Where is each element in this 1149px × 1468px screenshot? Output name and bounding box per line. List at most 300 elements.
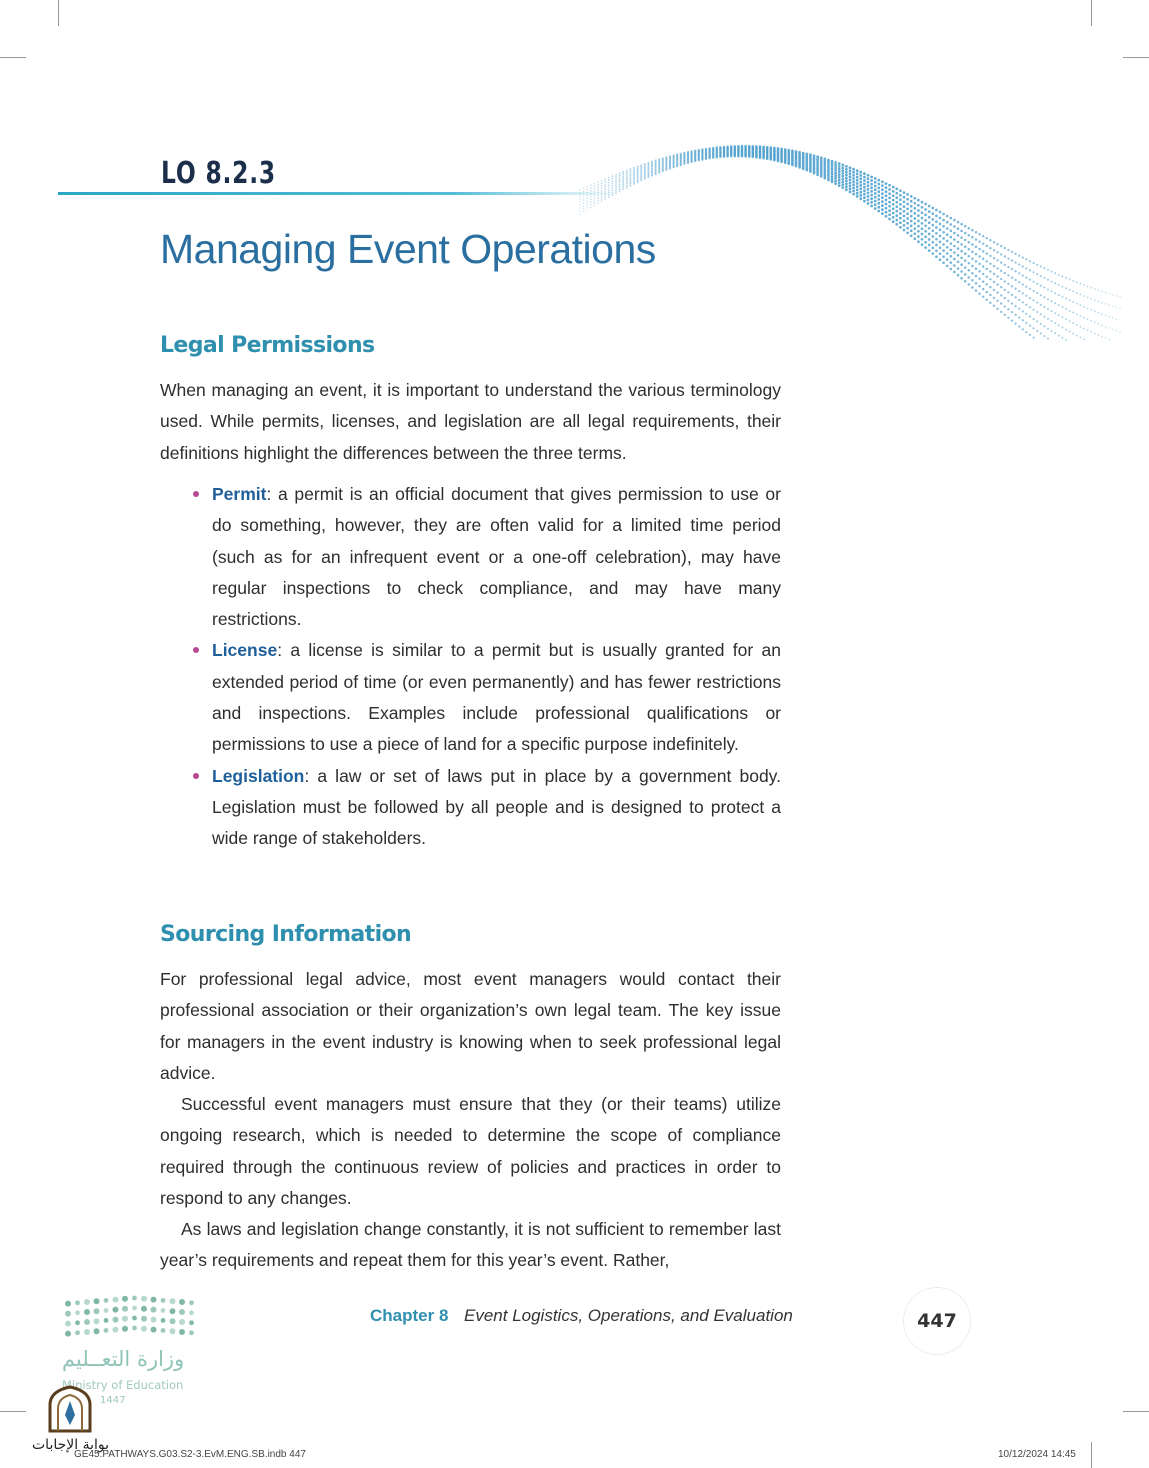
wave-dot: [629, 179, 631, 181]
wave-dot: [838, 168, 841, 171]
wave-dot: [986, 299, 988, 301]
wave-dot: [917, 240, 920, 243]
wave-dot: [924, 203, 927, 206]
wave-dot: [805, 169, 808, 172]
logo-dot: [75, 1310, 80, 1315]
logo-dot: [122, 1306, 128, 1312]
wave-dot: [1043, 287, 1045, 289]
wave-dot: [982, 295, 984, 297]
wave-dot: [1047, 328, 1049, 330]
wave-dot: [831, 170, 834, 173]
wave-dot: [892, 207, 895, 210]
sourcing-paragraph-3: As laws and legislation change constantly, it is not sufficient to remember last year’s requirements and repeat them for this year’s event. Rather,: [160, 1219, 781, 1271]
wave-dot: [622, 173, 624, 175]
wave-dot: [957, 261, 960, 264]
wave-dot: [975, 282, 978, 285]
wave-dot: [737, 155, 740, 158]
wave-dot: [723, 155, 726, 158]
wave-dot: [823, 174, 826, 177]
wave-dot: [626, 170, 628, 172]
wave-dot: [831, 175, 834, 178]
wave-dot: [1047, 318, 1049, 320]
wave-dot: [964, 266, 967, 269]
wave-dot: [813, 172, 816, 175]
wave-dot: [665, 169, 667, 171]
logo-dot: [75, 1300, 80, 1305]
wave-dot: [989, 239, 991, 241]
list-item: [160, 761, 781, 855]
wave-dot: [626, 180, 628, 182]
wave-dot: [683, 163, 685, 165]
wave-dot: [640, 166, 642, 168]
wave-dot: [1083, 306, 1085, 308]
wave-dot: [1076, 292, 1078, 294]
wave-dot: [888, 213, 891, 216]
wave-dot: [1004, 297, 1006, 299]
wave-dot: [913, 217, 916, 220]
list-item: [160, 479, 781, 635]
wave-dot: [968, 283, 971, 286]
wave-dot: [586, 197, 588, 199]
wave-dot: [867, 177, 870, 180]
wave-dot: [1061, 296, 1063, 298]
wave-dot: [633, 171, 635, 173]
wave-dot: [597, 200, 599, 202]
wave-dot: [877, 183, 880, 186]
wave-dot: [906, 222, 909, 225]
wave-dot: [913, 227, 916, 230]
wave-dot: [856, 182, 859, 185]
wave-dot: [950, 236, 953, 239]
wave-dot: [583, 211, 585, 213]
wave-dot: [1094, 299, 1096, 301]
wave-dot: [859, 197, 862, 200]
wave-dot: [1047, 337, 1049, 339]
wave-dot: [586, 186, 588, 188]
logo-dot: [65, 1331, 71, 1337]
wave-dot: [579, 189, 581, 191]
wave-dot: [1098, 334, 1100, 336]
logo-dot: [65, 1311, 71, 1317]
wave-dot: [619, 172, 621, 174]
wave-dot: [1014, 253, 1016, 255]
wave-dot: [791, 164, 794, 167]
wave-dot: [1043, 296, 1045, 298]
wave-dot: [964, 252, 967, 255]
wave-dot: [1014, 261, 1016, 263]
logo-dot: [161, 1298, 166, 1303]
wave-dot: [647, 167, 649, 169]
wave-dot: [874, 196, 877, 199]
wave-dot: [867, 174, 870, 177]
wave-dot: [590, 201, 592, 203]
wave-dot: [1061, 316, 1063, 318]
wave-dot: [1058, 274, 1060, 276]
wave-dot: [1000, 278, 1002, 280]
wave-dot: [1014, 322, 1016, 324]
wave-dot: [892, 190, 895, 193]
wave-dot: [1022, 301, 1024, 303]
wave-dot: [690, 161, 692, 163]
wave-dot: [849, 188, 852, 191]
wave-dot: [1108, 327, 1110, 329]
wave-dot: [917, 230, 920, 233]
wave-dot: [611, 178, 613, 180]
wave-dot: [604, 188, 606, 190]
wave-dot: [1029, 334, 1031, 336]
wave-dot: [867, 195, 870, 198]
wave-dot: [993, 249, 995, 251]
wave-dot: [935, 209, 938, 212]
wave-dot: [921, 211, 924, 214]
term-definition: : a permit is an official document that gives permission to use or do something, however, they are often valid for a limited time period (such as for an infrequent event or a one-off celebration), may have regular inspections to check compliance, and may have many restrictions.: [212, 484, 781, 630]
wave-dot: [935, 220, 938, 223]
wave-dot: [859, 181, 862, 184]
wave-dot: [910, 205, 913, 208]
wave-dot: [885, 203, 888, 206]
wave-dot: [971, 258, 974, 261]
wave-dot: [1007, 308, 1009, 310]
wave-dot: [619, 175, 621, 177]
wave-dot: [586, 209, 588, 211]
wave-dot: [626, 178, 628, 180]
wave-dot: [644, 170, 646, 172]
wave-dot: [1022, 283, 1024, 285]
wave-dot: [716, 156, 718, 158]
wave-dot: [982, 288, 984, 290]
wave-dot: [989, 262, 991, 264]
wave-dot: [975, 275, 978, 278]
wave-dot: [608, 184, 610, 186]
wave-dot: [935, 244, 938, 247]
wave-dot: [924, 246, 927, 249]
wave-dot: [881, 180, 884, 183]
wave-dot: [845, 180, 848, 183]
wave-dot: [982, 258, 984, 260]
term-license: License: [212, 640, 278, 661]
wave-dot: [798, 166, 801, 169]
wave-dot: [1119, 296, 1121, 298]
wave-dot: [1000, 294, 1002, 296]
wave-dot: [1051, 290, 1053, 292]
wave-dot: [874, 177, 877, 180]
term-legislation: Legislation: [212, 765, 305, 786]
wave-dot: [986, 291, 988, 293]
wave-dot: [885, 194, 888, 197]
wave-dot: [1033, 271, 1035, 273]
wave-dot: [964, 259, 967, 262]
wave-dot: [975, 246, 978, 249]
wave-dot: [1087, 329, 1089, 331]
logo-dot: [151, 1317, 157, 1323]
wave-dot: [1069, 331, 1071, 333]
wave-dot: [1051, 300, 1053, 302]
wave-dot: [978, 240, 980, 242]
wave-dot: [622, 178, 624, 180]
wave-dot: [1018, 255, 1020, 257]
wave-dot: [939, 229, 942, 232]
wave-dot: [1011, 302, 1013, 304]
wave-dot: [1061, 306, 1063, 308]
wave-dot: [877, 210, 880, 213]
wave-dot: [1083, 328, 1085, 330]
wave-dot: [1054, 302, 1056, 304]
wave-dot: [924, 214, 927, 217]
wave-dot: [597, 181, 599, 183]
wave-dot: [687, 162, 689, 164]
wave-dot: [971, 265, 974, 268]
wave-dot: [1029, 269, 1031, 271]
wave-dot: [730, 155, 733, 158]
wave-dot: [604, 198, 606, 200]
section-heading-legal: Legal Permissions: [160, 333, 375, 358]
wave-dot: [885, 190, 888, 193]
lo-code: LO 8.2.3: [161, 156, 276, 191]
wave-dot: [640, 179, 642, 181]
wave-dot: [946, 258, 949, 261]
wave-dot: [1007, 274, 1009, 276]
wave-dot: [619, 186, 621, 188]
wave-dot: [935, 249, 938, 252]
wave-dot: [975, 231, 978, 234]
wave-dot: [939, 252, 942, 255]
wave-dot: [579, 198, 581, 200]
wave-dot: [827, 161, 830, 164]
wave-dot: [1040, 275, 1042, 277]
wave-dot: [1022, 292, 1024, 294]
wave-dot: [784, 161, 787, 164]
wave-dot: [1079, 336, 1081, 338]
wave-dot: [726, 155, 729, 158]
wave-dot: [881, 200, 884, 203]
wave-dot: [1000, 286, 1002, 288]
wave-dot: [834, 172, 837, 175]
logo-dot: [189, 1320, 194, 1325]
wave-dot: [921, 206, 924, 209]
wave-dot: [877, 194, 880, 197]
wave-dot: [953, 264, 956, 267]
wave-dot: [888, 192, 891, 195]
legal-intro: When managing an event, it is important to understand the various terminology used. While permits, licenses, and legislation are all legal requirements, their definitions highlight the differences between the three terms.: [160, 380, 781, 463]
wave-dot: [583, 196, 585, 198]
logo-dot: [179, 1309, 185, 1315]
wave-dot: [590, 198, 592, 200]
wave-dot: [1047, 298, 1049, 300]
wave-dot: [852, 177, 855, 180]
wave-dot: [1022, 328, 1024, 330]
wave-dot: [928, 249, 931, 252]
wave-dot: [960, 277, 963, 280]
wave-dot: [953, 258, 956, 261]
wave-dot: [823, 162, 826, 165]
wave-dot: [859, 187, 862, 190]
wave-dot: [838, 171, 841, 174]
wave-dot: [629, 185, 631, 187]
wave-dot: [888, 184, 891, 187]
wave-dot: [863, 200, 866, 203]
wave-dot: [1000, 270, 1002, 272]
wave-dot: [590, 184, 592, 186]
wave-dot: [939, 235, 942, 238]
wave-dot: [1018, 290, 1020, 292]
wave-dot: [1036, 311, 1038, 313]
wave-dot: [917, 199, 920, 202]
wave-dot: [1025, 258, 1027, 260]
wave-dot: [867, 188, 870, 191]
wave-dot: [647, 169, 649, 171]
wave-dot: [906, 208, 909, 211]
wave-dot: [852, 183, 855, 186]
wave-dot: [906, 227, 909, 230]
wave-dot: [651, 173, 653, 175]
wave-dot: [838, 184, 841, 187]
wave-dot: [1033, 290, 1035, 292]
wave-dot: [1098, 289, 1100, 291]
wave-dot: [1025, 304, 1027, 306]
wave-dot: [971, 243, 974, 246]
wave-dot: [608, 182, 610, 184]
wave-dot: [644, 169, 646, 171]
wave-dot: [1094, 288, 1096, 290]
wave-dot: [708, 157, 710, 159]
wave-dot: [993, 257, 995, 259]
wave-dot: [895, 201, 898, 204]
wave-dot: [615, 178, 617, 180]
wave-dot: [608, 189, 610, 191]
term-permit: Permit: [212, 484, 267, 504]
wave-dot: [939, 258, 942, 261]
wave-dot: [1004, 289, 1006, 291]
wave-dot: [1079, 294, 1081, 296]
wave-dot: [1098, 323, 1100, 325]
logo-dot: [104, 1328, 109, 1333]
wave-dot: [622, 188, 624, 190]
wave-dot: [924, 224, 927, 227]
wave-dot: [1105, 303, 1107, 305]
wave-dot: [655, 173, 657, 175]
wave-dot: [845, 185, 848, 188]
wave-dot: [834, 174, 837, 177]
wave-dot: [986, 260, 988, 262]
wave-dot: [594, 186, 596, 188]
wave-dot: [996, 292, 998, 294]
wave-dot: [601, 195, 603, 197]
wave-dot: [910, 210, 913, 213]
wave-dot: [989, 278, 991, 280]
bullet-dot: [193, 647, 199, 653]
wave-dot: [604, 178, 606, 180]
wave-dot: [604, 183, 606, 185]
wave-dot: [921, 217, 924, 220]
wave-dot: [1000, 261, 1002, 263]
wave-dot: [594, 183, 596, 185]
logo-dot: [189, 1310, 194, 1315]
logo-dot: [94, 1298, 100, 1304]
wave-dot: [946, 240, 949, 243]
wave-dot: [971, 229, 974, 232]
wave-dot: [615, 185, 617, 187]
wave-dot: [870, 205, 873, 208]
wave-dot: [1072, 333, 1074, 335]
wave-dot: [859, 191, 862, 194]
wave-dot: [795, 165, 798, 168]
wave-dot: [950, 261, 953, 264]
wave-dot: [968, 262, 971, 265]
wave-dot: [637, 173, 639, 175]
wave-dot: [928, 210, 931, 213]
wave-dot: [845, 174, 848, 177]
logo-dot: [75, 1330, 80, 1335]
wave-dot: [971, 286, 974, 289]
wave-dot: [885, 211, 888, 214]
logo-dot: [161, 1328, 166, 1333]
wave-dot: [640, 168, 642, 170]
wave-dot: [1011, 285, 1013, 287]
wave-dot: [1069, 320, 1071, 322]
wave-dot: [968, 276, 971, 279]
wave-dot: [820, 156, 823, 159]
crop-mark: [0, 1411, 26, 1412]
wave-dot: [831, 178, 834, 181]
wave-dot: [971, 279, 974, 282]
wave-dot: [1108, 304, 1110, 306]
wave-dot: [1087, 318, 1089, 320]
wave-dot: [622, 186, 624, 188]
wave-dot: [859, 177, 862, 180]
wave-dot: [845, 183, 848, 186]
ministry-name-arabic: وزارة التعــليم: [62, 1347, 185, 1371]
wave-dot: [748, 155, 751, 158]
wave-dot: [899, 221, 902, 224]
wave-dot: [957, 241, 960, 244]
wave-dot: [960, 263, 963, 266]
wave-dot: [910, 225, 913, 228]
logo-dot: [151, 1327, 157, 1333]
wave-dot: [957, 247, 960, 250]
wave-dot: [978, 292, 980, 294]
wave-dot: [838, 176, 841, 179]
wave-dot: [917, 209, 920, 212]
wave-dot: [1051, 330, 1053, 332]
wave-dot: [1025, 267, 1027, 269]
wave-dot: [1018, 263, 1020, 265]
wave-dot: [960, 230, 963, 233]
logo-dot: [75, 1320, 80, 1325]
wave-dot: [978, 278, 980, 280]
wave-dot: [633, 177, 635, 179]
wave-dot: [950, 268, 953, 271]
wave-dot: [831, 162, 834, 165]
wave-dot: [856, 179, 859, 182]
wave-dot: [834, 169, 837, 172]
logo-dot: [94, 1308, 100, 1314]
wave-dot: [1011, 268, 1013, 270]
wave-dot: [1108, 339, 1110, 341]
wave-dot: [1007, 291, 1009, 293]
wave-dot: [968, 241, 971, 244]
logo-dot: [122, 1326, 128, 1332]
wave-dot: [834, 161, 837, 164]
wave-dot: [931, 229, 934, 232]
wave-dot: [845, 188, 848, 191]
wave-dot: [601, 200, 603, 202]
wave-dot: [899, 217, 902, 220]
wave-dot: [1000, 302, 1002, 304]
wave-dot: [924, 208, 927, 211]
wave-dot: [921, 243, 924, 246]
wave-dot: [1029, 306, 1031, 308]
wave-dot: [942, 249, 945, 252]
